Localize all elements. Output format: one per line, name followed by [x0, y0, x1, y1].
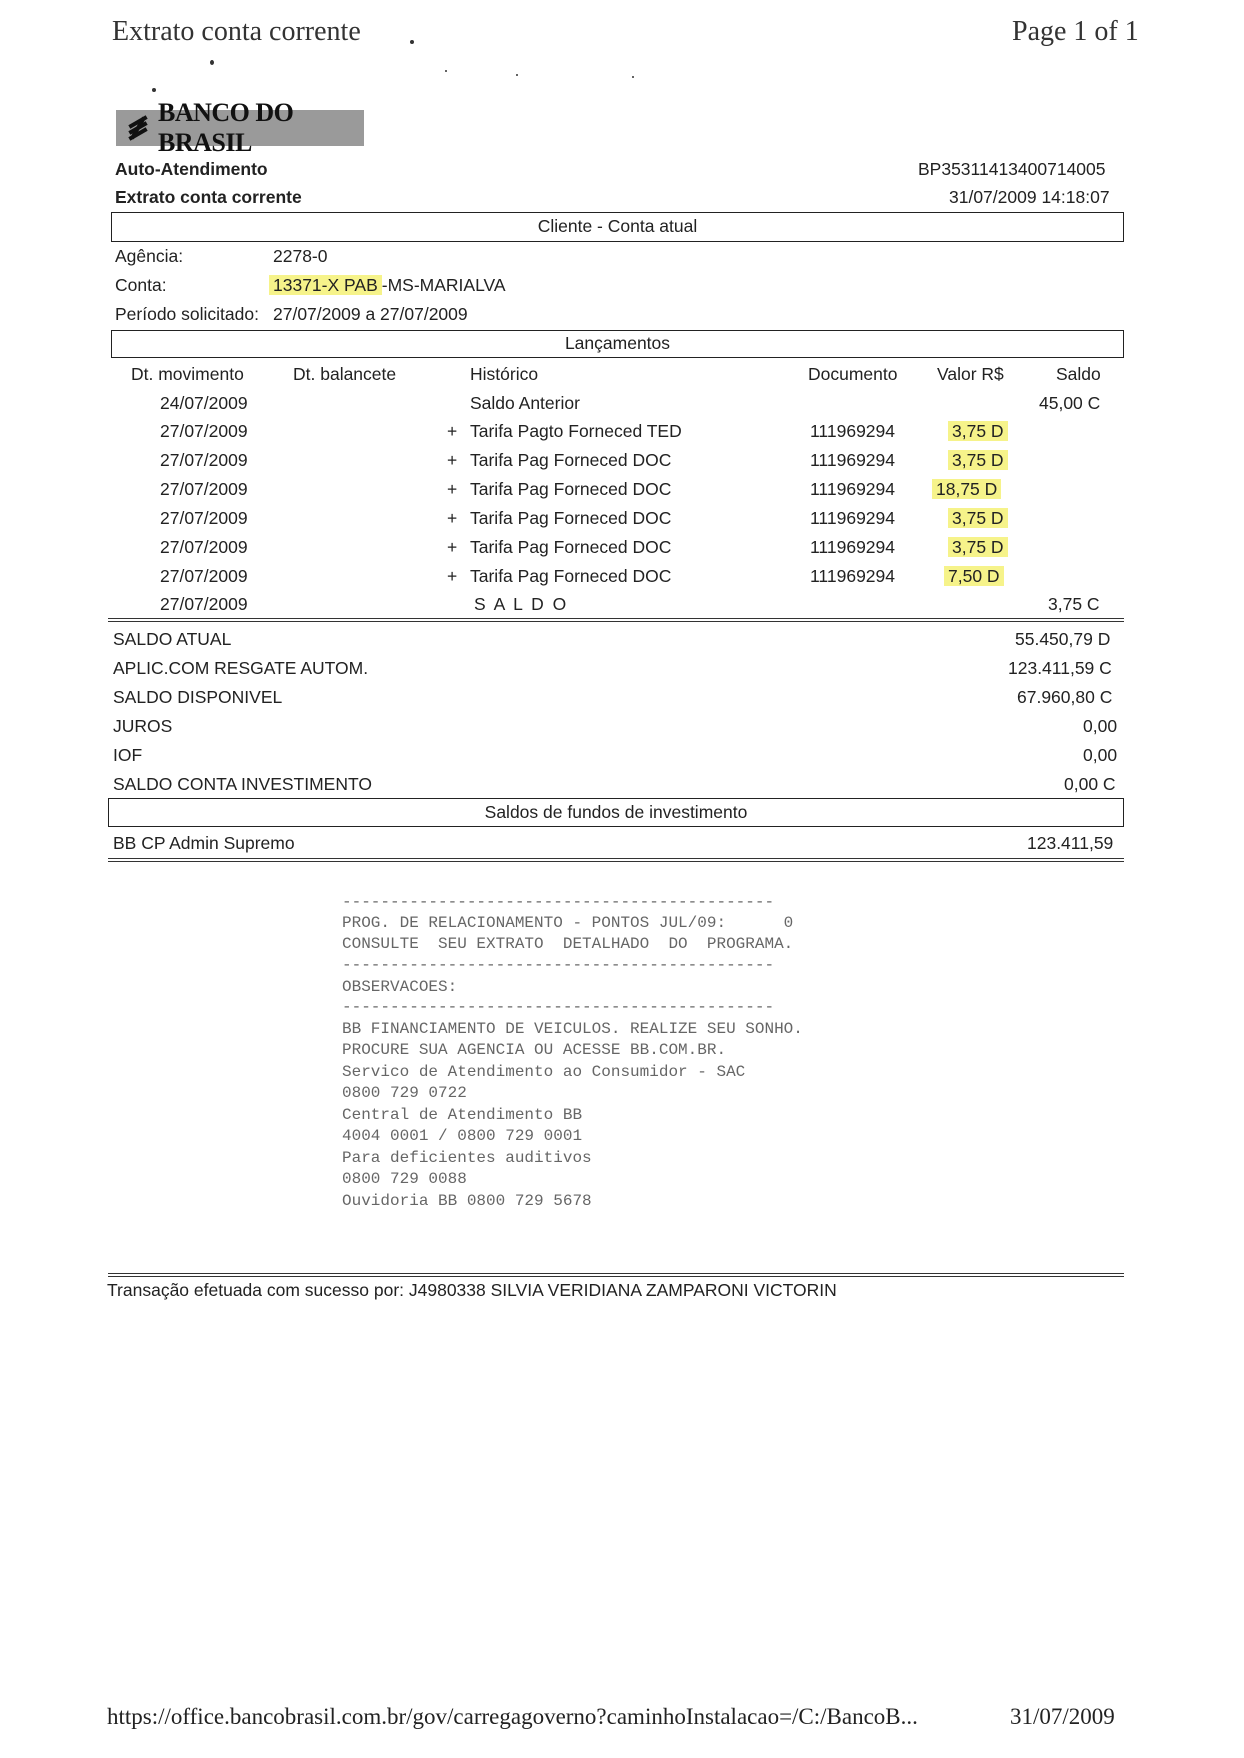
- col-dt-balancete: Dt. balancete: [293, 364, 397, 384]
- fundo-label: BB CP Admin Supremo: [113, 833, 295, 853]
- col-valor: Valor R$: [937, 364, 1004, 384]
- page-header-title: Extrato conta corrente: [112, 16, 361, 47]
- scan-speck: [632, 76, 634, 78]
- scan-speck: [210, 60, 214, 65]
- row-historico: Tarifa Pag Forneced DOC: [470, 450, 672, 470]
- document-datetime: 31/07/2009 14:18:07: [949, 187, 1110, 207]
- conta-label: Conta:: [115, 275, 167, 295]
- document-code: BP35311413400714005: [918, 159, 1106, 179]
- total-label: APLIC.COM RESGATE AUTOM.: [113, 658, 369, 678]
- row-historico: S A L D O: [474, 594, 569, 614]
- dash-line: ---------------------------------------------: [342, 893, 775, 911]
- periodo-value: 27/07/2009 a 27/07/2009: [273, 304, 468, 324]
- scan-speck: [445, 70, 447, 72]
- total-value: 67.960,80 C: [1017, 687, 1113, 707]
- row-historico: Saldo Anterior: [470, 393, 580, 413]
- row-valor: 3,75 D: [948, 537, 1008, 557]
- row-plus: +: [447, 450, 458, 470]
- scan-speck: [516, 74, 518, 76]
- row-saldo: 45,00 C: [1039, 393, 1101, 413]
- row-dt: 27/07/2009: [160, 537, 248, 557]
- observacoes-label: OBSERVACOES:: [342, 978, 458, 996]
- transaction-text: Transação efetuada com sucesso por: J4980338 SILVIA VERIDIANA ZAMPARONI VICTORIN: [107, 1280, 837, 1300]
- service-name: Auto-Atendimento: [115, 159, 268, 179]
- total-label: SALDO ATUAL: [113, 629, 232, 649]
- total-value: 0,00: [1083, 745, 1118, 765]
- bb-logo-icon: [124, 114, 152, 142]
- logo-text: BANCO DO BRASIL: [158, 98, 294, 157]
- conta-rest: -MS-MARIALVA: [381, 275, 506, 295]
- row-historico: Tarifa Pag Forneced DOC: [470, 508, 672, 528]
- mensagem-line: Servico de Atendimento ao Consumidor - SAC: [342, 1063, 746, 1081]
- row-documento: 111969294: [810, 537, 895, 557]
- row-plus: +: [447, 479, 458, 499]
- row-valor: 3,75 D: [948, 508, 1008, 528]
- row-documento: 111969294: [810, 479, 895, 499]
- row-dt: 27/07/2009: [160, 566, 248, 586]
- transaction-divider: [108, 1273, 1124, 1277]
- row-dt: 27/07/2009: [160, 508, 248, 528]
- lancamentos-section-header: [111, 330, 1124, 358]
- col-dt-movimento: Dt. movimento: [131, 364, 244, 384]
- mensagem-line: Para deficientes auditivos: [342, 1149, 592, 1167]
- agencia-label: Agência:: [115, 246, 184, 266]
- row-plus: +: [447, 508, 458, 528]
- row-dt: 27/07/2009: [160, 421, 248, 441]
- dash-line: ---------------------------------------------: [342, 956, 775, 974]
- total-label: SALDO DISPONIVEL: [113, 687, 283, 707]
- row-dt: 24/07/2009: [160, 393, 248, 413]
- col-saldo: Saldo: [1056, 364, 1101, 384]
- dash-line: ---------------------------------------------: [342, 998, 775, 1016]
- row-valor: 18,75 D: [932, 479, 1001, 499]
- row-plus: +: [447, 566, 458, 586]
- row-valor: 3,75 D: [948, 421, 1008, 441]
- mensagem-line: 0800 729 0722: [342, 1084, 467, 1102]
- fundos-divider: [108, 858, 1124, 862]
- col-historico: Histórico: [470, 364, 539, 384]
- total-value: 123.411,59 C: [1008, 658, 1112, 678]
- row-historico: Tarifa Pag Forneced DOC: [470, 479, 672, 499]
- mensagem-line: PROCURE SUA AGENCIA OU ACESSE BB.COM.BR.: [342, 1041, 727, 1059]
- row-historico: Tarifa Pag Forneced DOC: [470, 537, 672, 557]
- total-value: 55.450,79 D: [1015, 629, 1111, 649]
- scan-speck: [152, 88, 156, 92]
- lancamentos-section-title: Lançamentos: [564, 333, 671, 353]
- footer-date: 31/07/2009: [1010, 1704, 1115, 1729]
- fundo-value: 123.411,59: [1027, 833, 1114, 853]
- total-value: 0,00 C: [1064, 774, 1116, 794]
- prog-relacionamento: PROG. DE RELACIONAMENTO - PONTOS JUL/09: 0: [342, 914, 794, 932]
- scan-speck: [410, 40, 414, 44]
- row-documento: 111969294: [810, 421, 895, 441]
- footer-url: https://office.bancobrasil.com.br/gov/carregagoverno?caminhoInstalacao=/C:/BancoB...: [107, 1704, 918, 1729]
- row-dt: 27/07/2009: [160, 594, 248, 614]
- total-label: IOF: [113, 745, 143, 765]
- total-value: 0,00: [1083, 716, 1118, 736]
- row-dt: 27/07/2009: [160, 479, 248, 499]
- row-documento: 111969294: [810, 450, 895, 470]
- periodo-label: Período solicitado:: [115, 304, 259, 324]
- row-valor: 7,50 D: [944, 566, 1004, 586]
- row-historico: Tarifa Pag Forneced DOC: [470, 566, 672, 586]
- col-documento: Documento: [808, 364, 898, 384]
- cliente-section-title: Cliente - Conta atual: [537, 216, 698, 236]
- bank-logo: [116, 98, 364, 157]
- total-label: SALDO CONTA INVESTIMENTO: [113, 774, 372, 794]
- mensagem-line: 0800 729 0088: [342, 1170, 467, 1188]
- fundos-section-title: Saldos de fundos de investimento: [484, 802, 748, 822]
- row-documento: 111969294: [810, 508, 895, 528]
- consulte-extrato: CONSULTE SEU EXTRATO DETALHADO DO PROGRAMA.: [342, 935, 794, 953]
- total-label: JUROS: [113, 716, 173, 736]
- document-type: Extrato conta corrente: [115, 187, 302, 207]
- cliente-section-header: [111, 212, 1124, 242]
- fundos-section-header: [108, 798, 1124, 827]
- mensagem-line: BB FINANCIAMENTO DE VEICULOS. REALIZE SEU SONHO.: [342, 1020, 803, 1038]
- row-documento: 111969294: [810, 566, 895, 586]
- conta-highlight: 13371-X PAB: [269, 275, 382, 295]
- mensagem-line: Central de Atendimento BB: [342, 1106, 583, 1124]
- row-historico: Tarifa Pagto Forneced TED: [470, 421, 682, 441]
- agencia-value: 2278-0: [273, 246, 328, 266]
- row-dt: 27/07/2009: [160, 450, 248, 470]
- row-saldo: 3,75 C: [1048, 594, 1100, 614]
- row-plus: +: [447, 537, 458, 557]
- mensagem-line: Ouvidoria BB 0800 729 5678: [342, 1192, 592, 1210]
- page-number: Page 1 of 1: [1012, 16, 1139, 47]
- section-divider: [108, 618, 1124, 622]
- conta-value: [269, 275, 506, 296]
- mensagem-line: 4004 0001 / 0800 729 0001: [342, 1127, 583, 1145]
- row-valor: 3,75 D: [948, 450, 1008, 470]
- row-plus: +: [447, 421, 458, 441]
